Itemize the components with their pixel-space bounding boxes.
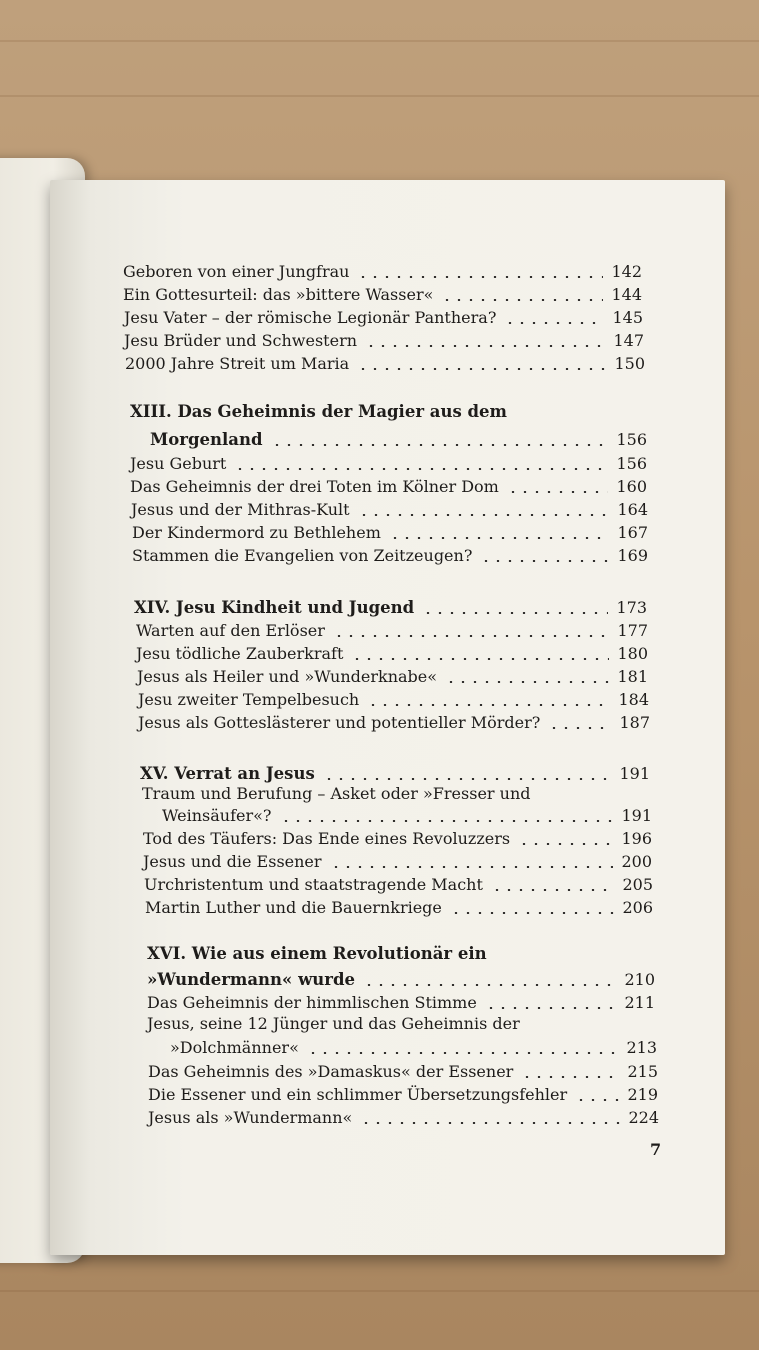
leader-dots bbox=[491, 889, 615, 891]
toc-entry-title: Der Kindermord zu Bethlehem bbox=[132, 523, 381, 542]
toc-entry-page: 215 bbox=[627, 1062, 658, 1081]
toc-entry-line: Jesus, seine 12 Jünger und das Geheimnis der bbox=[147, 1014, 520, 1033]
toc-entry-title: »Dolchmänner« bbox=[170, 1038, 299, 1057]
leader-dots bbox=[521, 1076, 619, 1078]
leader-dots bbox=[422, 612, 608, 614]
toc-entry bbox=[136, 617, 648, 641]
toc-entry-page: 142 bbox=[611, 262, 642, 281]
toc-entry-page: 169 bbox=[617, 546, 648, 565]
toc-entry-page: 213 bbox=[626, 1038, 657, 1057]
toc-entry-page: 191 bbox=[621, 806, 652, 825]
toc-entry-title: Das Geheimnis der drei Toten im Kölner Dom bbox=[130, 477, 499, 496]
toc-entry-title: Jesus als »Wundermann« bbox=[148, 1108, 353, 1127]
toc-entry bbox=[145, 894, 653, 918]
toc-entry-title: Warten auf den Erlöser bbox=[136, 621, 325, 640]
toc-entry-title: Jesus als Heiler und »Wunderknabe« bbox=[137, 667, 438, 686]
book-page bbox=[50, 180, 725, 1255]
toc-entry-page: 224 bbox=[628, 1108, 659, 1127]
toc-entry-title: »Wundermann« wurde bbox=[147, 970, 356, 989]
toc-entry-page: 147 bbox=[613, 331, 644, 350]
toc-entry-title: Das Geheimnis des »Damaskus« der Essener bbox=[148, 1062, 514, 1081]
leader-dots bbox=[485, 1007, 617, 1009]
toc-entry-page: 180 bbox=[617, 644, 648, 663]
toc-entry-page: 211 bbox=[624, 993, 655, 1012]
toc-entry bbox=[148, 1081, 658, 1105]
toc-entry bbox=[132, 519, 648, 543]
toc-entry-title: Morgenland bbox=[150, 430, 263, 449]
toc-entry bbox=[148, 1104, 659, 1128]
leader-dots bbox=[271, 444, 609, 446]
chapter-heading-line: XVI. Wie aus einem Revolutionär ein bbox=[147, 944, 487, 963]
toc-entry-title: Das Geheimnis der himmlischen Stimme bbox=[147, 993, 477, 1012]
toc-entry-page: 160 bbox=[616, 477, 647, 496]
toc-chapter-entry bbox=[134, 594, 647, 618]
toc-entry-page: 145 bbox=[612, 308, 643, 327]
leader-dots bbox=[351, 658, 609, 660]
toc-entry-page: 196 bbox=[621, 829, 652, 848]
leader-dots bbox=[358, 514, 610, 516]
toc-entry-page: 210 bbox=[624, 970, 655, 989]
toc-entry bbox=[130, 473, 647, 497]
toc-entry-title: Jesu tödliche Zauberkraft bbox=[136, 644, 344, 663]
leader-dots bbox=[365, 345, 605, 347]
toc-entry bbox=[124, 304, 643, 328]
toc-entry-title: Die Essener und ein schlimmer Übersetzungsfehler bbox=[148, 1085, 568, 1104]
chapter-heading-line: XIII. Das Geheimnis der Magier aus dem bbox=[130, 402, 507, 421]
toc-entry bbox=[123, 258, 642, 282]
toc-entry-page: 167 bbox=[617, 523, 648, 542]
leader-dots bbox=[307, 1052, 619, 1054]
leader-dots bbox=[450, 912, 615, 914]
toc-entry bbox=[144, 871, 653, 895]
toc-entry-page: 164 bbox=[617, 500, 648, 519]
leader-dots bbox=[504, 322, 604, 324]
leader-dots bbox=[323, 778, 612, 780]
toc-entry bbox=[170, 1034, 657, 1058]
leader-dots bbox=[507, 491, 609, 493]
table-of-contents bbox=[50, 180, 725, 1255]
toc-entry-title: Jesu Brüder und Schwestern bbox=[124, 331, 358, 350]
page-number: 7 bbox=[650, 1140, 662, 1159]
toc-entry-page: 219 bbox=[627, 1085, 658, 1104]
toc-entry-title: Weinsäufer«? bbox=[162, 806, 272, 825]
toc-entry-title: Ein Gottesurteil: das »bittere Wasser« bbox=[123, 285, 434, 304]
toc-entry-title: Jesu Geburt bbox=[130, 454, 227, 473]
toc-entry bbox=[162, 802, 652, 826]
toc-entry-page: 156 bbox=[616, 454, 647, 473]
leader-dots bbox=[363, 984, 616, 986]
toc-entry bbox=[130, 450, 647, 474]
toc-entry-page: 181 bbox=[617, 667, 648, 686]
toc-entry-page: 144 bbox=[611, 285, 642, 304]
toc-entry bbox=[132, 542, 648, 566]
toc-entry-page: 184 bbox=[618, 690, 649, 709]
toc-entry bbox=[136, 640, 648, 664]
toc-entry-title: Urchristentum und staatstragende Macht bbox=[144, 875, 483, 894]
toc-entry-page: 200 bbox=[621, 852, 652, 871]
toc-entry-title: 2000 Jahre Streit um Maria bbox=[125, 354, 350, 373]
leader-dots bbox=[480, 560, 609, 562]
toc-entry-title: XIV. Jesu Kindheit und Jugend bbox=[134, 598, 415, 617]
toc-entry-line: Traum und Berufung – Asket oder »Fresser und bbox=[142, 784, 531, 803]
leader-dots bbox=[389, 537, 610, 539]
toc-entry-page: 206 bbox=[622, 898, 653, 917]
toc-entry bbox=[138, 686, 649, 710]
toc-entry bbox=[124, 327, 644, 351]
toc-entry-page: 205 bbox=[622, 875, 653, 894]
toc-entry-title: Jesus und der Mithras-Kult bbox=[131, 500, 350, 519]
toc-entry-page: 150 bbox=[614, 354, 645, 373]
toc-entry-title: Jesus und die Essener bbox=[143, 852, 322, 871]
leader-dots bbox=[575, 1099, 619, 1101]
toc-entry bbox=[125, 350, 645, 374]
toc-entry-title: Geboren von einer Jungfrau bbox=[123, 262, 350, 281]
toc-entry-title: Stammen die Evangelien von Zeitzeugen? bbox=[132, 546, 473, 565]
toc-entry bbox=[131, 496, 648, 520]
leader-dots bbox=[330, 866, 614, 868]
toc-chapter-entry bbox=[147, 966, 655, 990]
toc-entry bbox=[143, 848, 652, 872]
toc-entry-page: 177 bbox=[617, 621, 648, 640]
toc-entry-page: 187 bbox=[619, 713, 650, 732]
leader-dots bbox=[234, 468, 608, 470]
toc-entry-page: 173 bbox=[616, 598, 647, 617]
leader-dots bbox=[518, 843, 613, 845]
toc-entry-title: Jesus als Gotteslästerer und potentieller Mörder? bbox=[138, 713, 541, 732]
toc-entry bbox=[147, 989, 655, 1013]
leader-dots bbox=[333, 635, 610, 637]
toc-entry-title: Tod des Täufers: Das Ende eines Revoluzzers bbox=[143, 829, 511, 848]
toc-entry-page: 156 bbox=[616, 430, 647, 449]
toc-chapter-entry bbox=[150, 426, 647, 450]
toc-entry-page: 191 bbox=[619, 764, 650, 783]
leader-dots bbox=[367, 704, 610, 706]
toc-entry bbox=[137, 663, 648, 687]
toc-entry-title: Martin Luther und die Bauernkriege bbox=[145, 898, 442, 917]
leader-dots bbox=[548, 727, 611, 729]
toc-entry bbox=[138, 709, 650, 733]
leader-dots bbox=[360, 1122, 620, 1124]
leader-dots bbox=[280, 820, 614, 822]
leader-dots bbox=[441, 299, 603, 301]
toc-entry bbox=[123, 281, 642, 305]
toc-chapter-entry bbox=[140, 760, 650, 784]
toc-entry-title: Jesu zweiter Tempelbesuch bbox=[138, 690, 360, 709]
leader-dots bbox=[445, 681, 609, 683]
leader-dots bbox=[357, 276, 603, 278]
toc-entry bbox=[143, 825, 652, 849]
toc-entry-title: Jesu Vater – der römische Legionär Panthera? bbox=[124, 308, 497, 327]
leader-dots bbox=[357, 368, 606, 370]
toc-entry bbox=[148, 1058, 658, 1082]
toc-entry-title: XV. Verrat an Jesus bbox=[140, 764, 315, 783]
